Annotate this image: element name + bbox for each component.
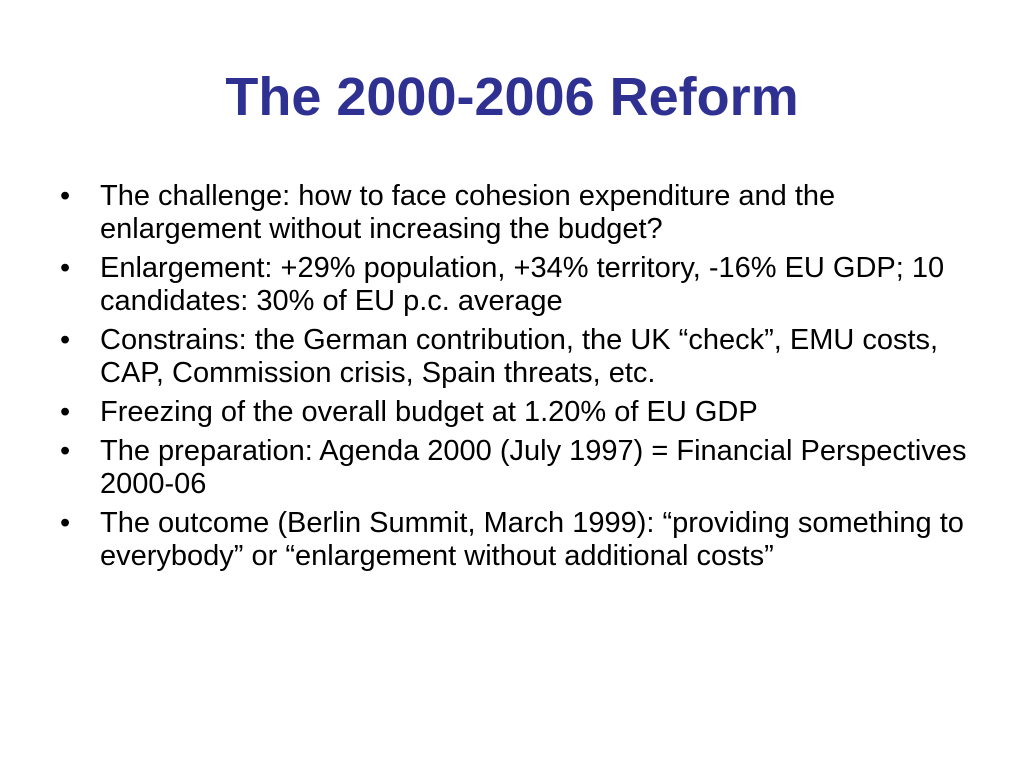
bullet-list (58, 180, 968, 579)
bullet-icon: • (60, 507, 71, 539)
bullet-item (58, 180, 968, 246)
bullet-icon: • (60, 396, 71, 428)
bullet-icon: • (60, 324, 71, 356)
bullet-text: Enlargement: +29% population, +34% territory, -16% EU GDP; 10 candidates: 30% of EU p.c. average (100, 252, 945, 317)
bullet-text: The preparation: Agenda 2000 (July 1997) = Financial Perspectives 2000-06 (100, 435, 967, 500)
bullet-icon: • (60, 180, 71, 212)
slide-title: The 2000-2006 Reform (225, 67, 799, 127)
bullet-item (58, 396, 968, 429)
bullet-text: The outcome (Berlin Summit, March 1999): “providing something to everybody” or “enlargement without additional costs” (100, 507, 964, 572)
bullet-item (58, 324, 968, 390)
bullet-text: The challenge: how to face cohesion expenditure and the enlargement without increasing the budget? (100, 180, 836, 245)
bullet-text: Constrains: the German contribution, the UK “check”, EMU costs, CAP, Commission crisis, Spain threats, etc. (100, 324, 939, 389)
bullet-icon: • (60, 252, 71, 284)
bullet-item (58, 507, 968, 573)
bullet-item (58, 435, 968, 501)
bullet-icon: • (60, 435, 71, 467)
bullet-text: Freezing of the overall budget at 1.20% of EU GDP (100, 396, 758, 428)
bullet-item (58, 252, 968, 318)
